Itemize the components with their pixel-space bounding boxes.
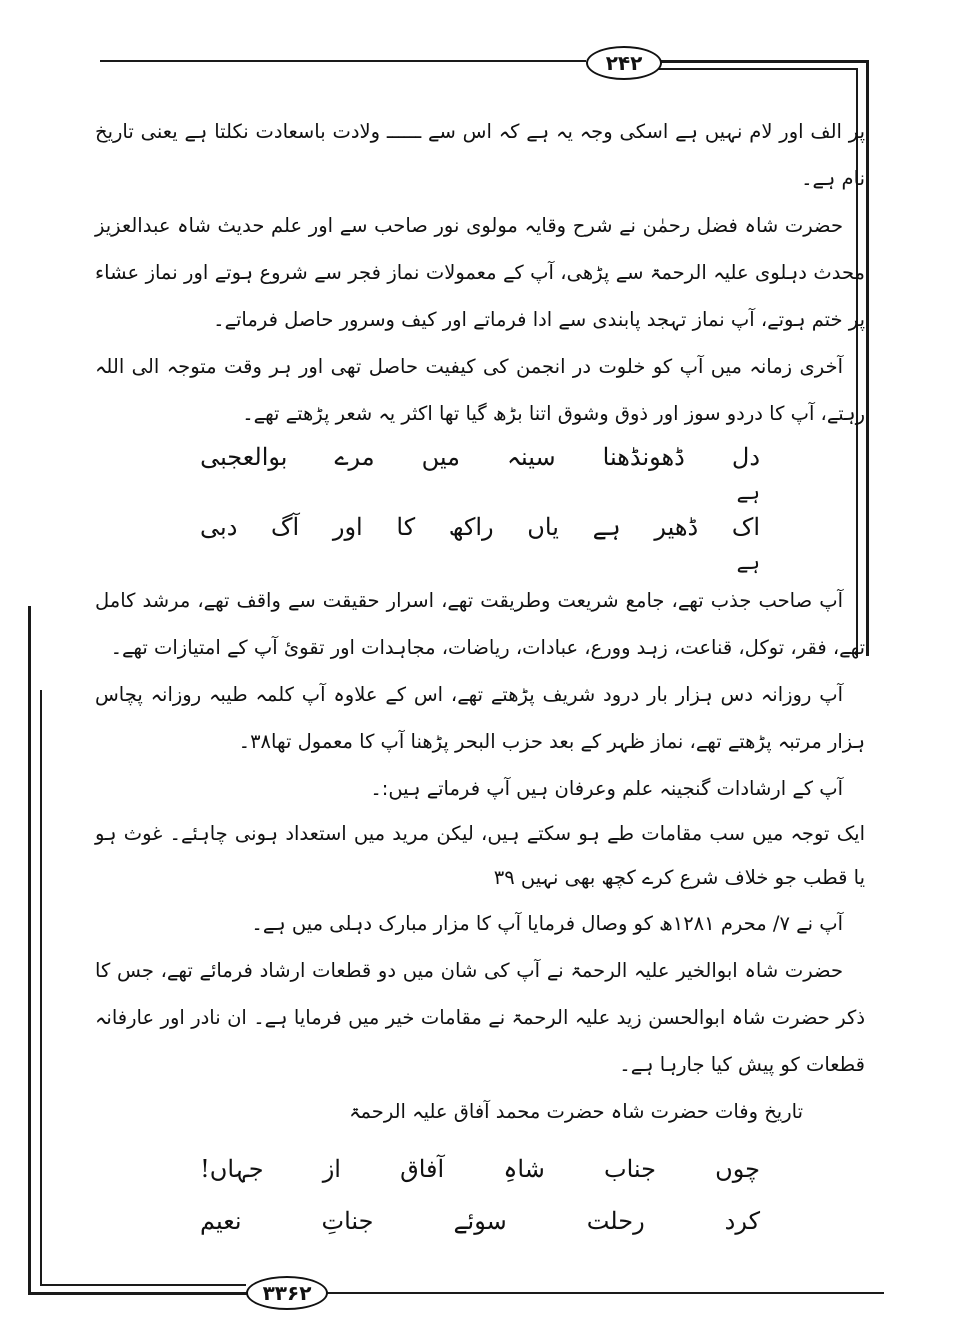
page-number-bottom: ۳۳۶۲ [246,1276,328,1310]
paragraph-2: حضرت شاہ فضل رحمٰن نے شرح وقایہ مولوی نور صاحب سے اور علم حدیث شاہ عبدالعزیز محدث دہلوی علیہ الرحمۃ سے پڑھی، آپ کے معمولات نماز فجر سے شروع ہوتے اور نماز عشاء پر ختم ہوتے، آپ نماز تہجد پابندی سے ادا فرماتے اور کیف وسرور حاصل فرماتے۔ [95,214,865,331]
couplet-word: اک [731,513,760,541]
couplet-word: میں [421,443,460,471]
paragraph-6: آپ کے ارشادات گنجینہ علم وعرفان ہیں آپ فرماتے ہیں:۔ [370,777,843,800]
couplet-word: یاں [527,513,559,541]
saying-quote: ایک توجہ میں سب مقامات طے ہو سکتے ہیں، لیکن مرید میں استعداد ہونی چاہئے۔ غوث ہو یا قطب جو خلاف شرع کرے کچھ بھی نہیں ۳۹ [95,822,865,889]
page-number-top: ۲۴۲ [586,46,662,80]
frame-top-line-inner [656,68,856,70]
couplet-word: راکھ [448,513,494,541]
couplet-word: ڈھونڈھنا [602,443,685,471]
couplet-word: جہاں! [200,1155,264,1183]
couplet-word: جناب [604,1155,656,1183]
couplet-word: آفاق [400,1155,445,1183]
urdu-couplet [200,437,760,577]
paragraph-8: حضرت شاہ ابوالخیر علیہ الرحمۃ نے آپ کی شان میں دو قطعات ارشاد فرمائے تھے، جس کا ذکر حضرت شاہ ابوالحسن زید علیہ الرحمۃ نے مقامات خیر میں فرمایا ہے۔ ان نادر اور عارفانہ قطعات کو پیش کیا جارہا ہے۔ [95,959,865,1076]
couplet-line-2-end: ہے [736,550,760,574]
paragraph-1: پر الف اور لام نہیں ہے اسکی وجہ یہ ہے کہ اس سے ــــــ ولادت باسعادت نکلتا ہے یعنی تاریخ نام ہے۔ [95,120,865,190]
paragraph-7: آپ نے ۷/ محرم ۱۲۸۱ھ کو وصال فرمایا آپ کا مزار مبارک دہلی میں ہے۔ [251,912,843,935]
couplet-word: شاہِ [503,1155,545,1183]
couplet-word: اور [332,513,363,541]
paragraph-4: آپ صاحب جذب تھے، جامع شریعت وطریقت تھے، اسرار حقیقت سے واقف تھے، مرشد کامل تھے، فقر، توکل، قناعت، زہد وورع، عبادات، ریاضات، مجاہدات اور تقوئ آپ کے امتیازات تھے۔ [95,589,865,659]
persian-couplet [200,1143,760,1247]
frame-top-line [656,60,868,63]
frame-left-line [28,606,31,1292]
persian-line-2 [200,1195,760,1247]
couplet-word: کا [396,513,416,541]
persian-line-1 [200,1143,760,1195]
couplet-word: کرد [724,1207,760,1235]
couplet-word: دبی [200,513,238,541]
couplet-word: مرے [334,443,375,471]
paragraph-5: آپ روزانہ دس ہزار بار درود شریف پڑھتے تھے، اس کے علاوہ آپ کلمہ طیبہ روزانہ پچاس ہزار مرتبہ پڑھتے تھے، نماز ظہر کے بعد حزب البحر پڑھنا آپ کا معمول تھا۳۸۔ [95,683,865,753]
couplet-word: جناتِ [321,1207,374,1235]
couplet-word: سینہ [506,443,556,471]
frame-bottom-line [28,1292,248,1295]
couplet-line-1 [200,437,760,477]
frame-top-left-stub [100,60,586,62]
couplet-word: چوں [715,1155,760,1183]
couplet-word: ڈھیر [654,513,699,541]
paragraph-3: آخری زمانہ میں آپ کو خلوت در انجمن کی کیفیت حاصل تھی اور ہر وقت متوجہ الی اللہ رہتے، آپ کا دردو سوز اور ذوق وشوق اتنا بڑھ گیا تھا اکثر یہ شعر پڑھتے تھے۔ [95,355,865,425]
frame-bottom-right-line [324,1292,884,1294]
couplet-word: رحلت [586,1207,645,1235]
frame-bottom-line-inner [40,1284,246,1286]
couplet-word: آگ [271,513,300,541]
couplet-line-1-end: ہے [736,480,760,504]
chronogram-heading: تاریخ وفات حضرت شاہ حضرت محمد آفاق علیہ الرحمۃ [349,1100,803,1123]
couplet-word: دل [731,443,760,471]
frame-right-line [866,60,869,656]
couplet-word: بوالعجبی [200,443,288,471]
frame-left-line-inner [40,690,42,1284]
couplet-line-2 [200,507,760,547]
couplet-word: سوئے [453,1207,507,1235]
couplet-word: ہے [592,513,621,541]
page-body [95,108,865,1247]
couplet-word: نعیم [200,1207,242,1235]
couplet-word: از [322,1155,341,1183]
